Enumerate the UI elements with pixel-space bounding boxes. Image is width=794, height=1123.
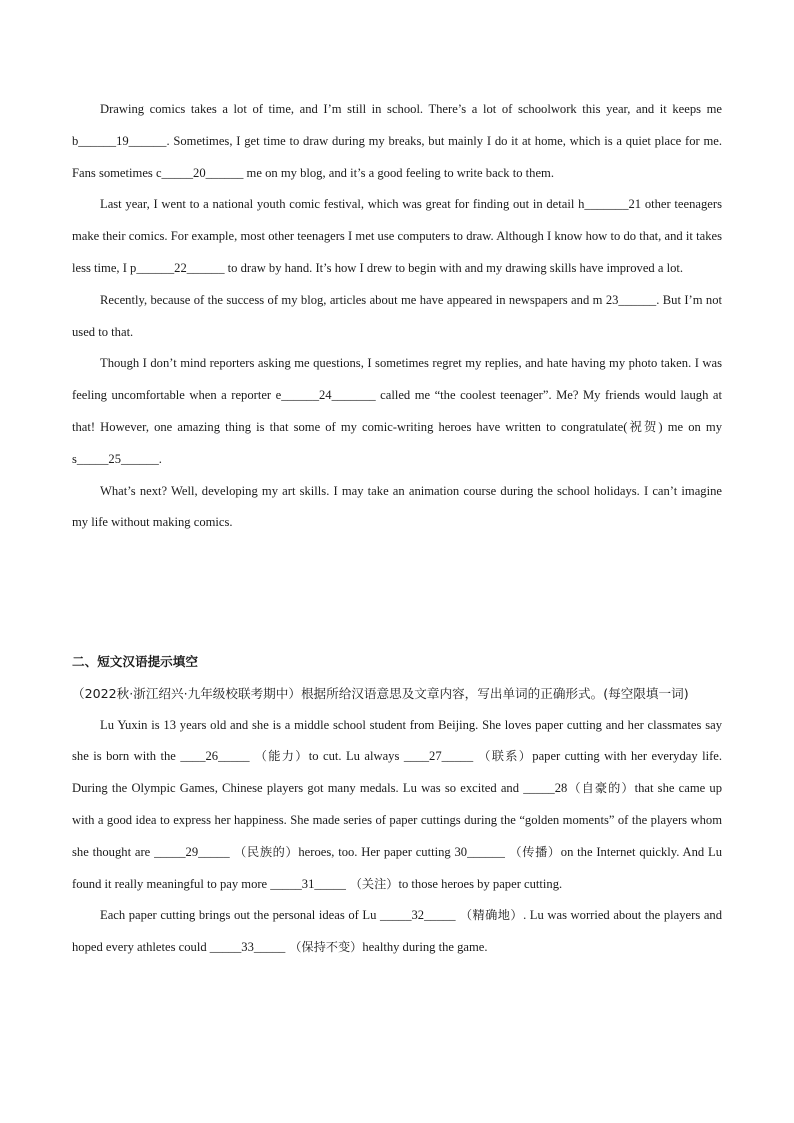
blank-22[interactable]: ______22______ — [136, 260, 225, 275]
hint-33: （保持不变） — [285, 940, 363, 955]
paragraph-6: Lu Yuxin is 13 years old and she is a middle school student from Beijing. She loves paper cutting and her classmates say she is born with the ____26_____ （能力）to cut. Lu always ____27_____ （联系）paper cutting with her everyday life. During the Olympic Games, Chinese players got many medals. Lu was so excited and _____28（自豪的）that she came up with a good idea to express her happiness. She made series of paper cuttings during the “golden moments” of the players whom she thought are _____29_____ （民族的）heroes, too. Her paper cutting 30______ （传播）on the Internet quickly. And Lu found it really meaningful to pay more _____31_____ （关注）to those heroes by paper cutting. — [72, 717, 723, 891]
blank-27[interactable]: ____27_____ — [403, 749, 474, 764]
blank-32[interactable]: _____32_____ — [380, 908, 456, 923]
blank-29[interactable]: _____29_____ — [154, 844, 230, 859]
paragraph-2: Last year, I went to a national youth comic festival, which was great for finding out in detail h_______21 other teenagers make their comics. For example, most other teenagers I met use computers to draw. Although I know how to do that, and it takes less time, I p______22______ to draw by hand. It’s how I drew to begin with and my drawing skills have improved a lot. — [72, 197, 722, 275]
hint-28: （自豪的） — [567, 781, 635, 796]
blank-19[interactable]: ______19______ — [78, 133, 167, 148]
hint-32: （精确地） — [455, 908, 524, 923]
paragraph-1: Drawing comics takes a lot of time, and I’m still in school. There’s a lot of schoolwork this year, and it keeps me b______19______. Sometimes, I get time to draw during my breaks, but mainly I do it at home, which is a quiet place for me. Fans sometimes c_____20______ me on my blog, and it’s a good feeling to write back to them. — [72, 102, 722, 180]
blank-21[interactable]: _______21 — [584, 197, 642, 212]
section-heading: 二、短文汉语提示填空 — [72, 654, 198, 669]
paragraph-7: Each paper cutting brings out the personal ideas of Lu _____32_____ （精确地）. Lu was worried about the players and hoped every athletes could _____33_____ （保持不变）healthy during the game. — [72, 908, 723, 955]
section-two — [72, 646, 722, 964]
hint-30: （传播） — [504, 844, 561, 859]
blank-25[interactable]: _____25______ — [76, 451, 159, 466]
blank-24[interactable]: ______24_______ — [281, 388, 376, 403]
blank-23[interactable]: 23______ — [605, 292, 657, 307]
hint-29: （民族的） — [229, 844, 299, 859]
paragraph-4: Though I don’t mind reporters asking me questions, I sometimes regret my replies, and hate having my photo taken. I was feeling uncomfortable when a reporter e______24_______ called me “the coolest teenager”. Me? My friends would laugh at that! However, one amazing thing is that some of my comic-writing heroes have written to congratulate(祝贺) me on my s_____25______. — [72, 356, 722, 466]
blank-20[interactable]: _____20______ — [161, 165, 244, 180]
blank-26[interactable]: ____26_____ — [180, 749, 250, 764]
blank-31[interactable]: _____31_____ — [270, 876, 346, 891]
hint-31: （关注） — [345, 876, 399, 891]
hint-27: （联系） — [473, 749, 533, 764]
hint-26: （能力） — [249, 749, 309, 764]
passage-one — [72, 94, 722, 539]
paragraph-5: What’s next? Well, developing my art skills. I may take an animation course during the school holidays. I can’t imagine my life without making comics. — [72, 483, 722, 530]
section-instruction: （2022秋·浙江绍兴·九年级校联考期中）根据所给汉语意思及文章内容，写出单词的正确形式。(每空限填一词) — [72, 685, 689, 701]
blank-28[interactable]: _____28 — [523, 781, 568, 796]
blank-30[interactable]: 30______ — [454, 844, 505, 859]
paragraph-3: Recently, because of the success of my blog, articles about me have appeared in newspapers and m 23______. But I’m not used to that. — [72, 292, 722, 339]
blank-33[interactable]: _____33_____ — [209, 940, 286, 955]
